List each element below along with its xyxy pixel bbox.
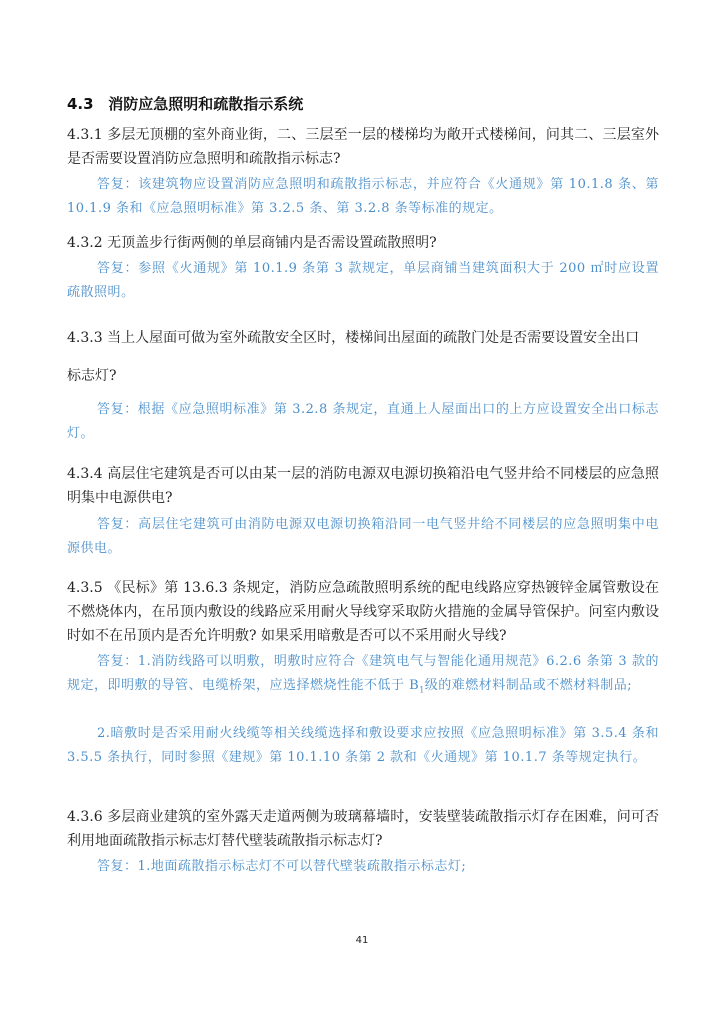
answer-4-3-1: 答复：该建筑物应设置消防应急照明和疏散指示标志，并应符合《火通规》第 10.1.8 条、第 10.1.9 条和《应急照明标准》第 3.2.5 条、第 3.2.8 条等标准的规定。 bbox=[67, 177, 659, 216]
question-4-3-1: 4.3.1 多层无顶棚的室外商业街，二、三层至一层的楼梯均为敞开式楼梯间，问其二、三层室外是否需要设置消防应急照明和疏散指示标志? bbox=[67, 127, 659, 167]
answer-4-3-5-part2: 2.暗敷时是否采用耐火线缆等相关线缆选择和敷设要求应按照《应急照明标准》第 3.5.4 条和 3.5.5 条执行，同时参照《建规》第 10.1.10 条第 2 款和《火通规》第 10.1.7 条等规定执行。 bbox=[67, 726, 659, 765]
question-4-3-6: 4.3.6 多层商业建筑的室外露天走道两侧为玻璃幕墙时，安装壁装疏散指示灯存在困难，问可否利用地面疏散指示标志灯替代壁装疏散指示标志灯? bbox=[67, 809, 659, 849]
question-4-3-4: 4.3.4 高层住宅建筑是否可以由某一层的消防电源双电源切换箱沿电气竖井给不同楼层的应急照明集中电源供电? bbox=[67, 466, 659, 506]
answer-4-3-3: 答复：根据《应急照明标准》第 3.2.8 条规定，直通上人屋面出口的上方应设置安全出口标志灯。 bbox=[67, 402, 659, 441]
section-number: 4.3 bbox=[67, 95, 94, 113]
answer-4-3-5-text-b: 级的难燃材料制品或不燃材料制品; bbox=[424, 678, 633, 693]
question-4-3-3-line2: 标志灯? bbox=[67, 368, 117, 384]
question-4-3-5: 4.3.5 《民标》第 13.6.3 条规定，消防应急疏散照明系统的配电线路应穿热镀锌金属管敷设在不燃烧体内，在吊顶内敷设的线路应采用耐火导线穿采取防火措施的金属导管保护。问室内敷设时如不在吊顶内是否允许明敷? 如果采用暗敷是否可以不采用耐火导线? bbox=[67, 580, 659, 644]
answer-4-3-6: 答复：1.地面疏散指示标志灯不可以替代壁装疏散指示标志灯; bbox=[97, 859, 467, 874]
section-heading bbox=[67, 93, 303, 114]
answer-4-3-5-part1 bbox=[67, 650, 659, 703]
answer-4-3-4: 答复：高层住宅建筑可由消防电源双电源切换箱沿同一电气竖井给不同楼层的应急照明集中电源供电。 bbox=[67, 517, 659, 556]
answer-4-3-2: 答复：参照《火通规》第 10.1.9 条第 3 款规定，单层商铺当建筑面积大于 200 ㎡时应设置疏散照明。 bbox=[67, 261, 659, 300]
page-number: 41 bbox=[355, 935, 369, 946]
answer-4-3-5-text-a: 答复：1.消防线路可以明敷，明敷时应符合《建筑电气与智能化通用规范》6.2.6 条第 3 款的规定，即明敷的导管、电缆桥架，应选择燃烧性能不低于 B bbox=[67, 654, 659, 693]
question-4-3-2: 4.3.2 无顶盖步行街两侧的单层商铺内是否需设置疏散照明? bbox=[67, 235, 437, 251]
section-title: 消防应急照明和疏散指示系统 bbox=[108, 95, 304, 113]
subscript-b1: 1 bbox=[419, 685, 425, 695]
question-4-3-3-line1: 4.3.3 当上人屋面可做为室外疏散安全区时，楼梯间出屋面的疏散门处是否需要设置安全出口 bbox=[67, 330, 640, 346]
